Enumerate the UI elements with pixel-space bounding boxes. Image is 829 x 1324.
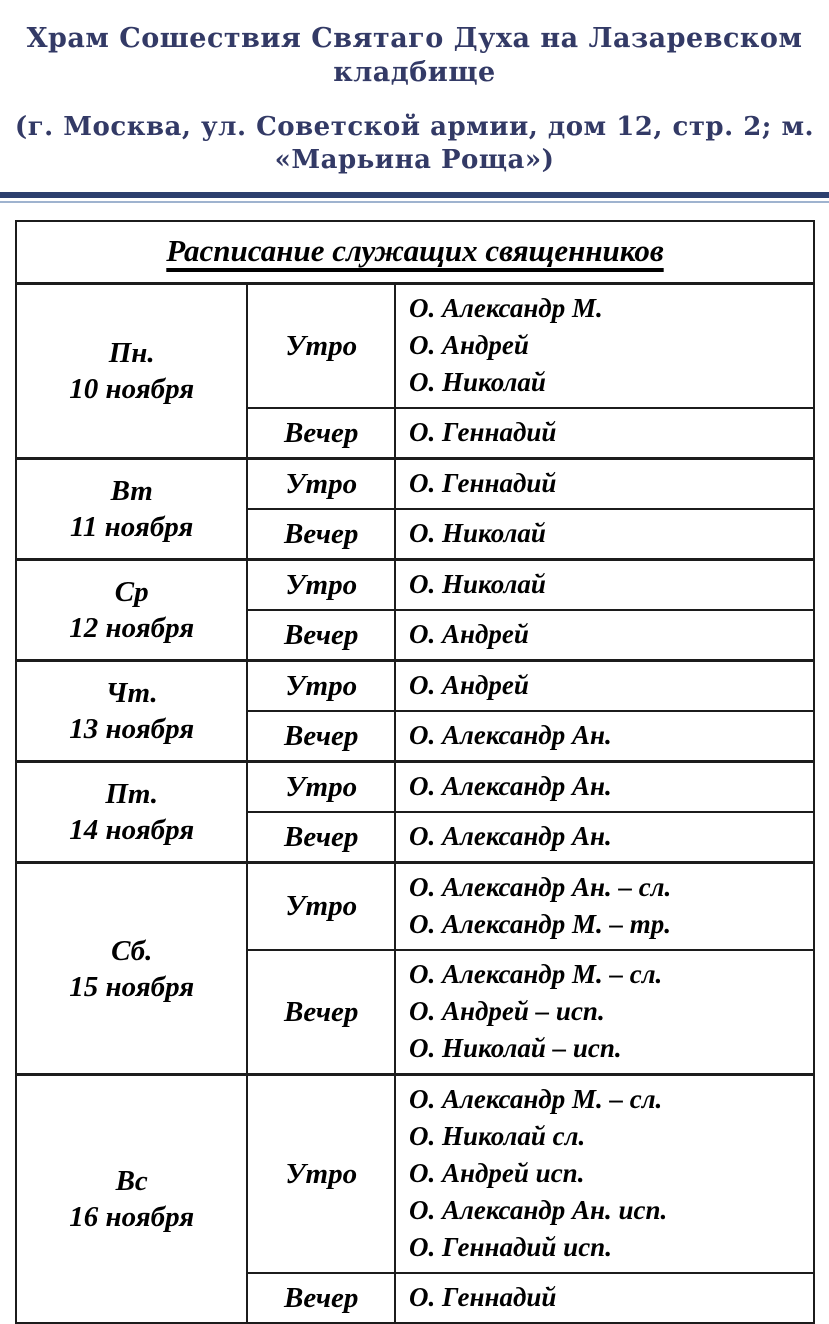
table-row bbox=[16, 284, 814, 409]
priest-name: О. Александр Ан. bbox=[409, 771, 612, 801]
table-title-cell bbox=[16, 221, 814, 284]
day-date: 15 ноября bbox=[69, 970, 195, 1003]
priest-name: О. Александр М. – сл. bbox=[409, 1084, 663, 1114]
names-cell bbox=[395, 812, 814, 863]
time-cell: Утро bbox=[247, 661, 395, 712]
time-cell: Утро bbox=[247, 762, 395, 813]
time-cell: Утро bbox=[247, 863, 395, 951]
names-cell bbox=[395, 762, 814, 813]
table-row bbox=[16, 459, 814, 510]
day-cell-mon bbox=[16, 284, 247, 459]
table-row bbox=[16, 560, 814, 611]
day-date: 11 ноября bbox=[70, 511, 194, 543]
day-date: 12 ноября bbox=[69, 612, 195, 644]
day-cell-sun bbox=[16, 1075, 247, 1324]
time-cell: Вечер bbox=[247, 509, 395, 560]
day-date: 13 ноября bbox=[69, 713, 195, 745]
priest-name: О. Андрей bbox=[409, 619, 529, 649]
day-abbrev: Сб. bbox=[111, 934, 153, 967]
time-cell: Вечер bbox=[247, 408, 395, 459]
time-cell: Вечер bbox=[247, 1273, 395, 1323]
priest-name: О. Николай bbox=[409, 569, 546, 599]
time-cell: Вечер bbox=[247, 610, 395, 661]
table-row bbox=[16, 762, 814, 813]
priest-name: О. Александр М. – сл. bbox=[409, 959, 663, 989]
priest-name: О. Александр Ан. bbox=[409, 720, 612, 750]
priest-name: О. Александр М. – тр. bbox=[409, 909, 671, 939]
priest-name: О. Александр М. bbox=[409, 293, 603, 323]
church-header bbox=[0, 0, 829, 177]
day-abbrev: Вт bbox=[110, 475, 153, 507]
names-cell bbox=[395, 610, 814, 661]
day-abbrev: Вс bbox=[115, 1165, 148, 1197]
time-cell: Утро bbox=[247, 1075, 395, 1274]
time-cell: Утро bbox=[247, 459, 395, 510]
table-title-row bbox=[16, 221, 814, 284]
day-cell-fri bbox=[16, 762, 247, 863]
day-abbrev: Чт. bbox=[105, 677, 158, 709]
time-cell: Утро bbox=[247, 560, 395, 611]
table-row bbox=[16, 661, 814, 712]
names-cell bbox=[395, 863, 814, 951]
time-cell: Вечер bbox=[247, 711, 395, 762]
day-cell-wed bbox=[16, 560, 247, 661]
church-address: (г. Москва, ул. Советской армии, дом 12, стр. 2; м. «Марьина Роща») bbox=[14, 112, 815, 175]
priest-name: О. Андрей – исп. bbox=[409, 996, 605, 1026]
day-cell-thu bbox=[16, 661, 247, 762]
table-row bbox=[16, 863, 814, 951]
names-cell bbox=[395, 560, 814, 611]
divider-thin-line bbox=[0, 201, 829, 203]
names-cell bbox=[395, 1273, 814, 1323]
day-date: 14 ноября bbox=[69, 814, 195, 846]
church-title: Храм Сошествия Святаго Духа на Лазаревском кладбище bbox=[26, 23, 803, 88]
priest-name: О. Андрей bbox=[409, 670, 529, 700]
day-abbrev: Пт. bbox=[105, 778, 159, 810]
time-cell: Вечер bbox=[247, 950, 395, 1075]
names-cell bbox=[395, 711, 814, 762]
priest-schedule-table bbox=[15, 220, 815, 1324]
names-cell bbox=[395, 459, 814, 510]
day-date: 10 ноября bbox=[69, 373, 195, 405]
priest-name: О. Андрей исп. bbox=[409, 1158, 585, 1188]
day-date: 16 ноября bbox=[69, 1201, 195, 1233]
day-abbrev: Ср bbox=[114, 576, 149, 608]
header-divider bbox=[0, 192, 829, 203]
priest-name: О. Геннадий bbox=[409, 417, 557, 447]
time-cell: Вечер bbox=[247, 812, 395, 863]
priest-name: О. Геннадий bbox=[409, 1282, 557, 1312]
time-cell: Утро bbox=[247, 284, 395, 409]
names-cell bbox=[395, 509, 814, 560]
priest-name: О. Геннадий исп. bbox=[409, 1232, 612, 1262]
table-title: Расписание служащих священников bbox=[166, 233, 664, 268]
priest-name: О. Николай – исп. bbox=[409, 1033, 622, 1063]
priest-name: О. Николай сл. bbox=[409, 1121, 586, 1151]
names-cell bbox=[395, 950, 814, 1075]
priest-name: О. Андрей bbox=[409, 330, 529, 360]
day-abbrev: Пн. bbox=[108, 337, 155, 369]
day-cell-tue bbox=[16, 459, 247, 560]
table-row bbox=[16, 1075, 814, 1274]
names-cell bbox=[395, 1075, 814, 1274]
names-cell bbox=[395, 661, 814, 712]
priest-name: О. Александр Ан. исп. bbox=[409, 1195, 668, 1225]
priest-name: О. Николай bbox=[409, 518, 546, 548]
priest-name: О. Александр Ан. bbox=[409, 821, 612, 851]
names-cell bbox=[395, 408, 814, 459]
priest-name: О. Александр Ан. – сл. bbox=[409, 872, 672, 902]
day-cell-sat bbox=[16, 863, 247, 1075]
priest-name: О. Геннадий bbox=[409, 468, 557, 498]
names-cell bbox=[395, 284, 814, 409]
priest-name: О. Николай bbox=[409, 367, 546, 397]
